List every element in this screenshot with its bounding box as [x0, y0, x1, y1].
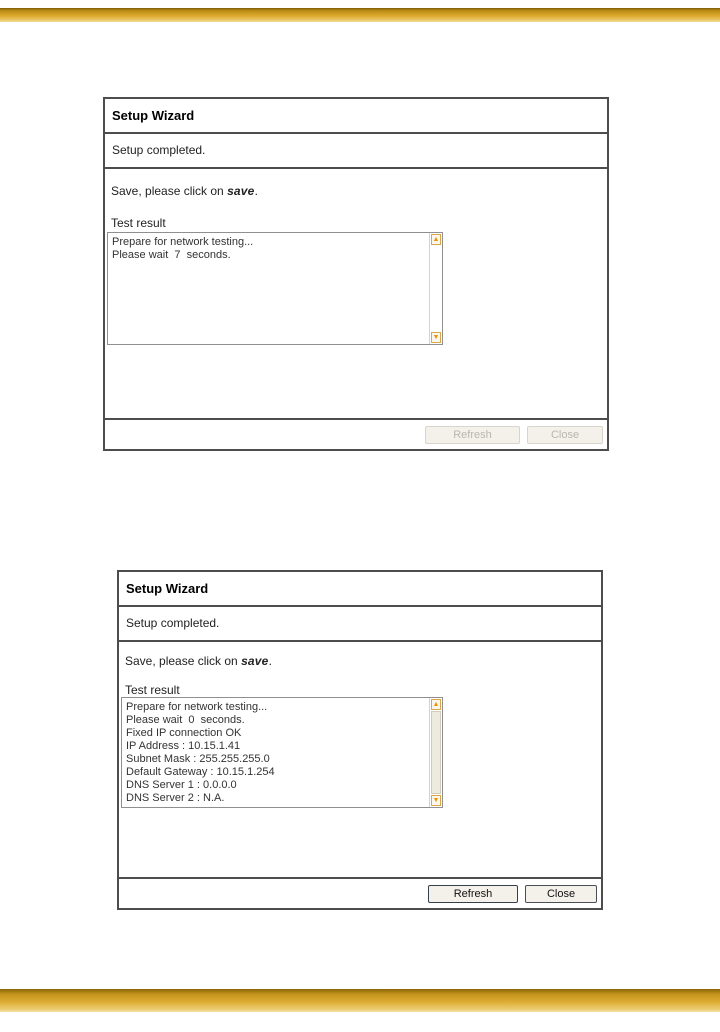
log-line: IP Address : 10.15.1.41 — [126, 740, 241, 752]
listbox-scrollbar[interactable] — [429, 698, 442, 807]
dialog-footer — [119, 877, 601, 908]
dialog-title: Setup Wizard — [105, 99, 607, 134]
setup-wizard-dialog-progress — [103, 97, 609, 451]
save-instruction-emphasis: save — [241, 654, 269, 668]
dialog-title: Setup Wizard — [119, 572, 601, 607]
save-instruction-emphasis: save — [227, 184, 255, 198]
scroll-down-icon: ▼ — [432, 334, 440, 341]
save-instruction-prefix: Save, please click on — [111, 184, 228, 198]
bottom-accent-bar — [0, 989, 720, 1012]
listbox-scrollbar[interactable] — [429, 233, 442, 344]
top-accent-bar — [0, 8, 720, 22]
close-button[interactable]: Close — [527, 426, 603, 444]
log-line: DNS Server 1 : 0.0.0.0 — [126, 779, 237, 791]
dialog-status-text: Setup completed. — [119, 607, 601, 642]
close-button[interactable]: Close — [525, 885, 597, 903]
scroll-up-icon: ▲ — [432, 236, 440, 243]
scrollbar-thumb[interactable] — [431, 711, 441, 794]
log-lines — [126, 701, 426, 805]
setup-wizard-dialog-result — [117, 570, 603, 910]
log-lines — [112, 236, 426, 262]
test-result-label: Test result — [111, 216, 166, 230]
test-result-listbox[interactable] — [107, 232, 443, 345]
scroll-up-icon: ▲ — [432, 701, 440, 708]
scroll-down-button[interactable] — [431, 795, 441, 806]
log-line: DNS Server 2 : N.A. — [126, 792, 225, 804]
log-line: Prepare for network testing... — [126, 701, 268, 713]
test-result-label: Test result — [125, 683, 180, 697]
dialog-footer — [105, 418, 607, 449]
scroll-down-icon: ▼ — [432, 797, 440, 804]
log-line: Please wait 7 seconds. — [112, 249, 231, 261]
refresh-button[interactable]: Refresh — [428, 885, 518, 903]
scroll-up-button[interactable] — [431, 699, 441, 710]
save-instruction-suffix: . — [254, 184, 258, 198]
log-line: Fixed IP connection OK — [126, 727, 242, 739]
log-line: Subnet Mask : 255.255.255.0 — [126, 753, 270, 765]
test-result-listbox[interactable] — [121, 697, 443, 808]
refresh-button[interactable]: Refresh — [425, 426, 520, 444]
log-line: Prepare for network testing... — [112, 236, 254, 248]
dialog-status-text: Setup completed. — [105, 134, 607, 169]
log-line: Default Gateway : 10.15.1.254 — [126, 766, 275, 778]
log-line: Please wait 0 seconds. — [126, 714, 245, 726]
scroll-up-button[interactable] — [431, 234, 441, 245]
save-instruction-prefix: Save, please click on — [125, 654, 242, 668]
scroll-down-button[interactable] — [431, 332, 441, 343]
save-instruction-suffix: . — [268, 654, 272, 668]
save-instruction — [111, 184, 258, 198]
save-instruction — [125, 654, 272, 668]
